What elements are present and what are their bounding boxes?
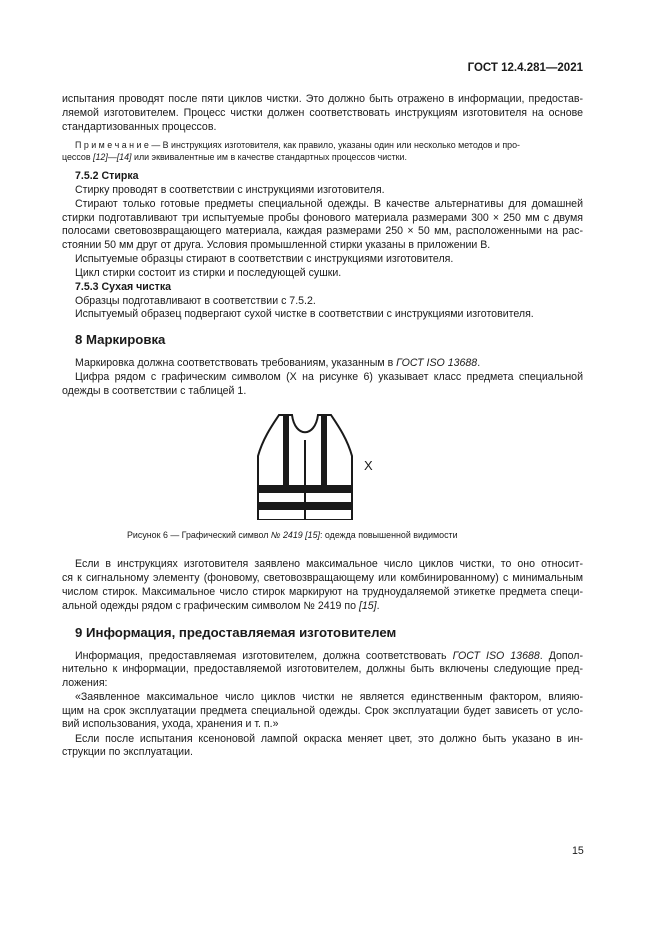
body-line: числом стирок. Максимальное число стирок маркируют на трудноудаляемой этикетке предмета специ- <box>62 586 583 598</box>
note-text: — <box>107 152 117 162</box>
reference: [14] <box>116 152 132 162</box>
document-code-header: ГОСТ 12.4.281—2021 <box>467 62 583 74</box>
body-text: альной одежды рядом с графическим символом № 2419 по <box>62 600 359 612</box>
page-number: 15 <box>572 845 584 857</box>
body-line: ляемой изготовителем. Процесс чистки должен соответствовать инструкциям изготовителя на основе <box>62 107 583 119</box>
quote-line: «Заявленное максимальное число циклов чистки не является единственным фактором, влияю- <box>75 691 583 703</box>
vest-stripe-right-vertical <box>321 415 327 485</box>
note-text: или эквивалентные им в качестве стандартных процессов чистки. <box>131 152 407 162</box>
body-line: стандартизованных процессов. <box>62 121 217 133</box>
body-line <box>62 600 380 613</box>
quote-line: щим на срок эксплуатации предмета специальной одежды. Срок эксплуатации будет зависеть от усло- <box>62 705 583 717</box>
note-text: — В инструкциях изготовителя, как правило, указаны один или несколько методов и про- <box>148 140 520 150</box>
body-line: Испытуемый образец подвергают сухой чистке в соответствии с инструкциями изготовителя. <box>75 308 534 320</box>
body-line <box>75 357 480 370</box>
body-line: Стирают только готовые предметы специальной одежды. В качестве альтернативы для домашней <box>75 198 583 210</box>
caption-text: : одежда повышенной видимости <box>319 530 458 540</box>
section-heading: 8 Маркировка <box>75 332 166 347</box>
body-line: ложения: <box>62 677 108 689</box>
body-line: испытания проводят после пяти циклов чистки. Это должно быть отражено в информации, предостав- <box>62 93 583 105</box>
figure-caption <box>127 530 458 540</box>
body-line: полосами световозвращающего материала, каждая размерами 250 × 50 мм, расположенными на рас- <box>62 225 583 237</box>
section-heading: 9 Информация, предоставляемая изготовителем <box>75 625 397 640</box>
note-label: П р и м е ч а н и е <box>75 140 149 150</box>
body-line: Цикл стирки состоит из стирки и последующей сушки. <box>75 267 342 279</box>
body-line: Цифра рядом с графическим символом (X на рисунке 6) указывает класс предмета специальной <box>75 371 583 383</box>
reference: [12] <box>93 152 108 162</box>
body-text: . <box>376 600 380 612</box>
body-line: одежды в соответствии с таблицей 1. <box>62 385 247 397</box>
reference: ГОСТ ISO 13688 <box>396 357 478 369</box>
body-line: Если в инструкциях изготовителя заявлено максимальное число циклов чистки, то оно относит- <box>75 558 583 570</box>
reference: [15] <box>358 600 377 612</box>
body-line: нительно к информации, предоставляемой изготовителем, должны быть включены следующие пред- <box>62 663 583 675</box>
body-line: Если после испытания ксеноновой лампой окраска меняет цвет, это должно быть указано в ин- <box>75 733 583 745</box>
body-line: стоянии 50 мм друг от друга. Условия промышленной стирки указаны в приложении В. <box>62 239 491 251</box>
body-line: Стирку проводят в соответствии с инструкциями изготовителя. <box>75 184 385 196</box>
reference: № 2419 [15] <box>270 530 320 540</box>
body-text: Информация, предоставляемая изготовителем, должна соответствовать <box>75 650 453 662</box>
class-marker-x: X <box>364 458 373 473</box>
body-line <box>75 650 583 663</box>
subsection-heading: 7.5.2 Стирка <box>75 170 139 182</box>
note-text: цессов <box>62 152 94 162</box>
vest-stripe-left-vertical <box>283 415 289 485</box>
body-line: Испытуемые образцы стирают в соответствии с инструкциями изготовителя. <box>75 253 454 265</box>
body-text: . Допол- <box>539 650 583 662</box>
body-line: стирки подготавливают три испытуемые пробы фонового материала размерами 300 × 250 мм с двумя <box>62 212 583 224</box>
caption-text: Рисунок 6 — Графический символ <box>127 530 271 540</box>
vest-stripe-upper <box>258 485 352 493</box>
body-line: струкции по эксплуатации. <box>62 746 193 758</box>
subsection-heading: 7.5.3 Сухая чистка <box>75 281 172 293</box>
reference: ГОСТ ISO 13688 <box>452 650 540 662</box>
body-line: Образцы подготавливают в соответствии с 7.5.2. <box>75 295 316 307</box>
vest-stripe-lower <box>258 502 352 510</box>
high-visibility-vest-symbol <box>257 410 353 520</box>
body-text: . <box>477 357 481 369</box>
quote-line: вий использования, ухода, хранения и т. п.» <box>62 718 279 730</box>
body-text: Маркировка должна соответствовать требованиям, указанным в <box>75 357 397 369</box>
body-line: ся к сигнальному элементу (фоновому, световозвращающему или комбинированному) с минимальным <box>62 572 583 584</box>
note-line <box>62 151 407 164</box>
